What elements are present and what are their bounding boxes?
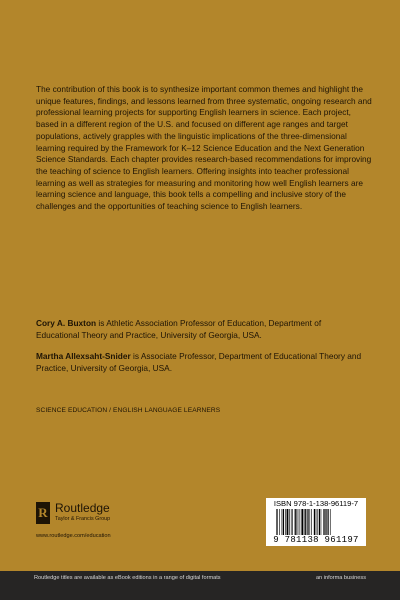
barcode-icon xyxy=(276,509,358,535)
publisher-url[interactable]: www.routledge.com/education xyxy=(36,533,111,539)
book-description: The contribution of this book is to synthesize important common themes and highlight the unique features, findings, and lessons learned from three systematic, ongoing research and professional learning projects for supporting English learners in science. Each project, based in a different region of the U.S. and focused on different age ranges and target populations, actively grapples with the linguistic implications of the three-dimensional learning required by the Framework for K–12 Science Education and the Next Generation Science Standards. Each chapter provides research-based recommendations for improving the teaching of science to English learners. Offering insights into teacher professional learning as well as strategies for measuring and monitoring how well English learners are learning science and language, this book tells a compelling and inclusive story of the challenges and the opportunities of teaching science to English learners. xyxy=(36,84,372,212)
informa-note: an informa business xyxy=(315,575,366,581)
author-bio-text-1: is Athletic Association Professor of Education, Department of Educational Theory and Practice, University of Georgia, USA. xyxy=(36,318,322,340)
author-bio-2 xyxy=(36,351,366,374)
barcode-label xyxy=(266,498,366,546)
logo-letter: R xyxy=(38,505,48,520)
publisher-name: Routledge xyxy=(55,501,110,515)
author-bio-text-2: is Associate Professor, Department of Educational Theory and Practice, University of Georgia, USA. xyxy=(36,351,362,373)
routledge-logo-icon xyxy=(36,502,50,524)
author-name-2: Martha Allexsaht-Snider xyxy=(36,351,131,361)
isbn-number: ISBN 978-1-138-96119-7 xyxy=(273,499,359,508)
author-name-1: Cory A. Buxton xyxy=(36,318,97,328)
ebook-note: Routledge titles are available as eBook editions in a range of digital formats xyxy=(34,575,221,581)
author-bio-1 xyxy=(36,318,366,341)
publisher-logo xyxy=(36,502,110,524)
ean-digits: 9 781138 961197 xyxy=(273,535,359,545)
subject-category: SCIENCE EDUCATION / ENGLISH LANGUAGE LEARNERS xyxy=(36,407,221,414)
publisher-group: Taylor & Francis Group xyxy=(55,516,111,522)
footer-bar xyxy=(0,571,400,600)
